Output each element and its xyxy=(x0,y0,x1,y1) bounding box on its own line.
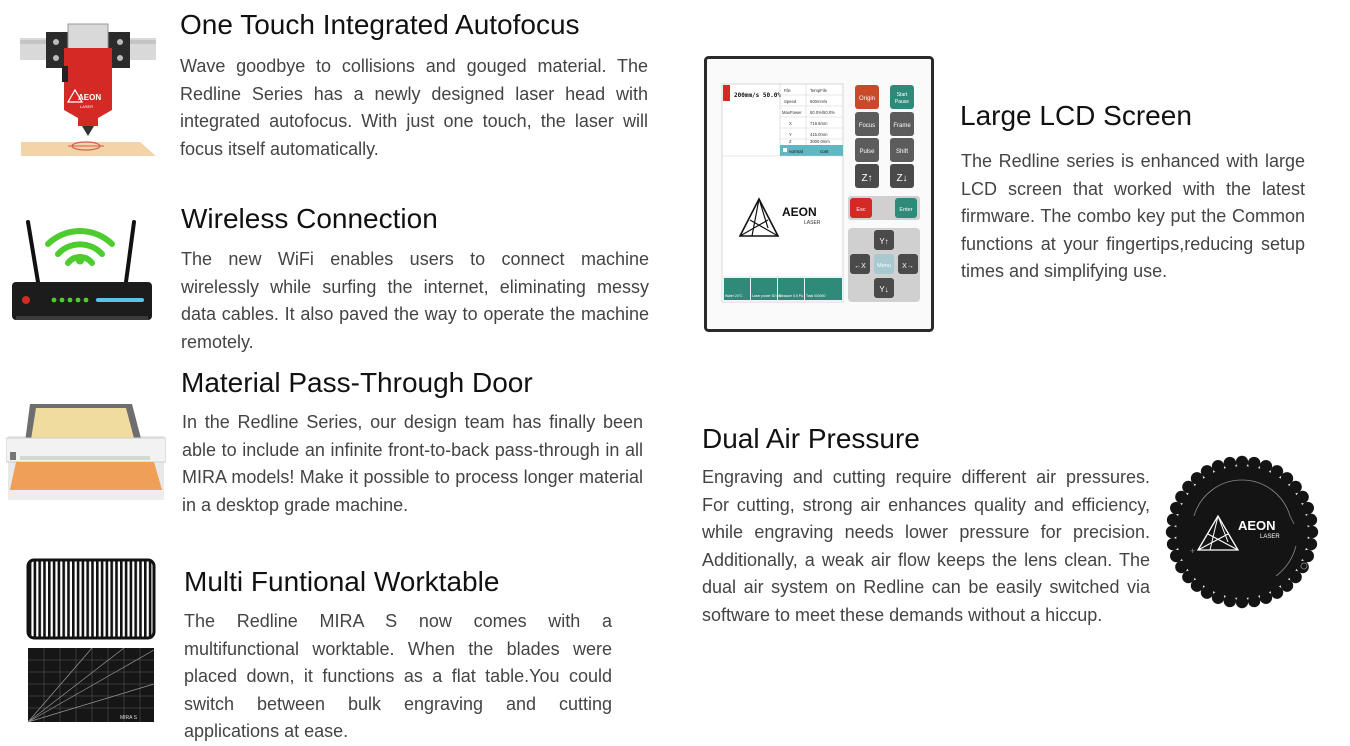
autofocus-body: Wave goodbye to collisions and gouged material. The Redline Series has a newly designed laser head with integrated autofocus. With just one touch, the laser will focus itself automatically. xyxy=(180,56,648,159)
x-right-button: X→ xyxy=(902,263,914,270)
knob-brand: AEON xyxy=(1238,518,1276,533)
knob-brand-sub: LASER xyxy=(1260,534,1280,540)
svg-text:+: + xyxy=(1190,546,1196,556)
autofocus-title: One Touch Integrated Autofocus xyxy=(180,9,580,40)
y-down-button: Y↓ xyxy=(879,285,889,294)
lcd-info-value: 50.0%/50.0% xyxy=(810,110,835,115)
shift-button: Shift xyxy=(895,149,909,155)
lcd-body: The Redline series is enhanced with large LCD screen that worked with the latest firmware. The combo key put the Common functions at your fingertips,reducing setup times and simplifying use. xyxy=(961,151,1305,281)
focus-button: Focus xyxy=(858,123,876,129)
lcd-panel-illustration xyxy=(704,56,934,332)
lcd-mode-cont: cont xyxy=(820,149,829,154)
lcd-brand: AEON xyxy=(782,205,817,219)
pass-through-machine-icon xyxy=(6,400,166,502)
lcd-mode-normal: normal xyxy=(789,149,803,154)
esc-button: Esc xyxy=(856,207,866,213)
lcd-title: Large LCD Screen xyxy=(960,100,1192,131)
start-button-label: Start xyxy=(896,92,908,98)
pulse-button: Pulse xyxy=(859,149,875,155)
door-body: In the Redline Series, our design team has finally been able to include an infinite front-to-back pass-through in all MIRA models! Make it possible to process longer material in a desktop grade machine. xyxy=(182,412,643,515)
laser-head-icon xyxy=(18,18,158,160)
lcd-info-value: 719.6mm xyxy=(810,121,828,126)
lcd-info-label: MaxPower xyxy=(782,110,802,115)
air-pressure-knob-icon xyxy=(1164,454,1320,610)
lcd-info-value: TempFile xyxy=(810,88,827,93)
worktable-title: Multi Funtional Worktable xyxy=(184,566,500,597)
lcd-info-label: File xyxy=(784,88,791,93)
lcd-brand-sub: LASER xyxy=(804,220,821,226)
enter-button: Enter xyxy=(899,207,913,213)
worktable-icon xyxy=(24,558,158,726)
wifi-router-icon xyxy=(10,210,155,325)
lcd-info-value: 3000.0mm xyxy=(810,139,830,144)
menu-button: Menu xyxy=(877,263,891,269)
lcd-info-label: X xyxy=(789,121,792,126)
worktable-body: The Redline MIRA S now comes with a multifunctional worktable. When the blades were placed down, it functions as a flat table.You could switch between bulk engraving and cutting applications at ease. xyxy=(184,611,612,741)
door-title: Material Pass-Through Door xyxy=(181,367,533,398)
air-body: Engraving and cutting require different air pressures. For cutting, strong air enhances quality and efficiency, while engraving needs lower pressure for precision. Additionally, a weak air flow keeps the lens clean. The dual air system on Redline can be easily switched via software to meet these demands without a hiccup. xyxy=(702,467,1150,625)
laser-head-brand-sub: LASER xyxy=(80,104,94,109)
z-down-button: Z↓ xyxy=(896,173,908,184)
worktable-mat-label: MIRA S xyxy=(120,715,137,721)
lcd-info-value: 500mm/s xyxy=(810,99,828,104)
origin-button: Origin xyxy=(858,96,876,102)
x-left-button: ←X xyxy=(854,263,866,270)
lcd-bottom-cell: Water 24°C xyxy=(725,294,743,298)
lcd-info-label: Speed xyxy=(784,99,797,104)
air-title: Dual Air Pressure xyxy=(702,423,920,454)
lcd-info-label: Z xyxy=(789,139,792,144)
lcd-bottom-cell: Total 000000 xyxy=(806,294,826,298)
y-up-button: Y↑ xyxy=(879,237,889,246)
laser-head-brand: AEON xyxy=(78,93,102,102)
lcd-bottom-cell: Laser power 30 mA xyxy=(752,294,782,298)
frame-button: Frame xyxy=(893,123,911,129)
wireless-title: Wireless Connection xyxy=(181,203,438,234)
pause-button-label: Pause xyxy=(894,99,910,105)
lcd-status-line: 200mm/s 50.0% xyxy=(734,92,781,99)
lcd-bottom-cell: Measure 5.5 Pa xyxy=(779,294,803,298)
lcd-info-value: 415.0mm xyxy=(810,132,828,137)
z-up-button: Z↑ xyxy=(861,173,873,184)
lcd-info-label: Y xyxy=(789,132,792,137)
wireless-body: The new WiFi enables users to connect machine wirelessly while surfing the internet, eliminating messy data cables. It also paved the way to operate the machine remotely. xyxy=(181,249,649,352)
